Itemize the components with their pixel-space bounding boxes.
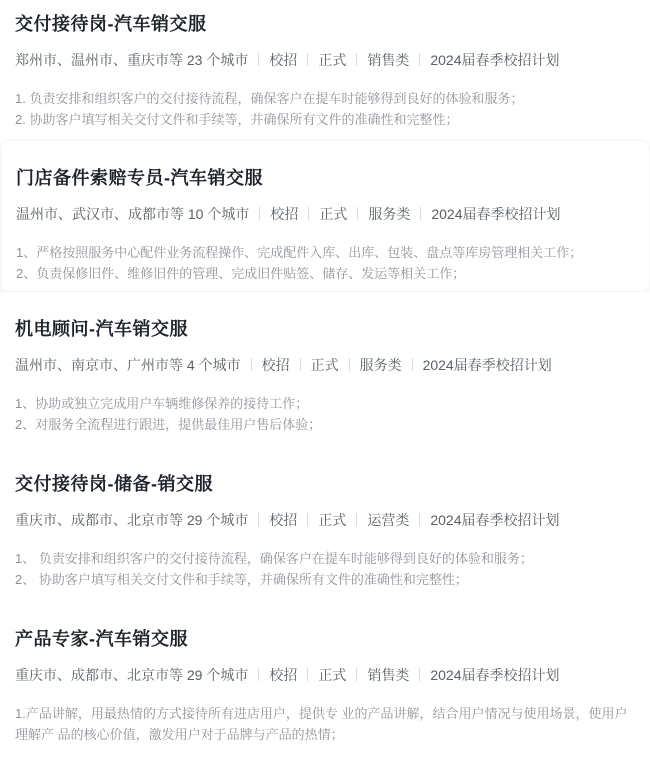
job-tag-recruit-type: 校招 <box>269 667 298 683</box>
job-meta <box>15 665 635 685</box>
job-description <box>15 393 635 435</box>
job-title[interactable]: 交付接待岗-储备-销交服 <box>15 474 213 494</box>
job-tag-category: 运营类 <box>367 512 410 528</box>
job-tag-employment-type: 正式 <box>318 667 347 683</box>
meta-separator <box>357 207 358 220</box>
meta-separator <box>258 513 259 526</box>
meta-separator <box>308 207 309 220</box>
job-tag-category: 服务类 <box>368 206 411 222</box>
job-tag-program: 2024届春季校招计划 <box>422 357 552 373</box>
meta-separator <box>356 513 357 526</box>
job-card-mechatronics-consultant[interactable] <box>0 292 650 447</box>
meta-separator <box>412 358 413 371</box>
job-tag-program: 2024届春季校招计划 <box>431 206 561 222</box>
job-description <box>15 703 635 745</box>
job-tag-recruit-type: 校招 <box>261 357 290 373</box>
job-description <box>15 548 635 590</box>
job-cities: 郑州市、温州市、重庆市等 23 个城市 <box>15 52 249 68</box>
meta-separator <box>419 668 420 681</box>
job-card-delivery-reception-reserve[interactable] <box>0 447 650 602</box>
meta-separator <box>420 207 421 220</box>
job-tag-employment-type: 正式 <box>319 206 348 222</box>
job-tag-employment-type: 正式 <box>318 512 347 528</box>
job-meta <box>15 50 635 70</box>
meta-separator <box>356 53 357 66</box>
job-desc-line: 2. 协助客户填写相关交付文件和手续等，并确保所有文件的准确性和完整性； <box>15 112 459 127</box>
job-meta <box>15 510 635 530</box>
job-card-product-expert[interactable] <box>0 602 650 757</box>
job-tag-employment-type: 正式 <box>318 52 347 68</box>
meta-separator <box>307 513 308 526</box>
job-description <box>15 88 635 130</box>
job-cities: 重庆市、成都市、北京市等 29 个城市 <box>15 512 249 528</box>
meta-separator <box>419 513 420 526</box>
job-title[interactable]: 产品专家-汽车销交服 <box>15 629 188 649</box>
job-desc-line: 2、对服务全流程进行跟进，提供最佳用户售后体验； <box>15 417 322 432</box>
job-tag-program: 2024届春季校招计划 <box>430 667 560 683</box>
meta-separator <box>307 53 308 66</box>
job-title[interactable]: 机电顾问-汽车销交服 <box>15 319 188 339</box>
meta-separator <box>251 358 252 371</box>
job-desc-line: 1、协助或独立完成用户车辆维修保养的接待工作； <box>15 396 309 411</box>
job-tag-category: 服务类 <box>359 357 402 373</box>
job-title[interactable]: 门店备件索赔专员-汽车销交服 <box>16 168 263 188</box>
job-desc-line: 1、严格按照服务中心配件业务流程操作、完成配件入库、出库、包装、盘点等库房管理相关工作； <box>16 245 583 260</box>
job-meta <box>16 204 634 224</box>
job-tag-category: 销售类 <box>367 52 410 68</box>
job-tag-recruit-type: 校招 <box>269 52 298 68</box>
job-desc-line: 1.产品讲解，用最热情的方式接待所有进店用户，提供专 业的产品讲解，结合用户情况与使用场景，使用户理解产 品的核心价值，激发用户对于品牌与产品的热情； <box>15 706 628 742</box>
job-tag-employment-type: 正式 <box>310 357 339 373</box>
job-cities: 温州市、武汉市、成都市等 10 个城市 <box>16 206 250 222</box>
job-tag-recruit-type: 校招 <box>269 512 298 528</box>
job-tag-recruit-type: 校招 <box>270 206 299 222</box>
job-tag-program: 2024届春季校招计划 <box>430 512 560 528</box>
job-description <box>16 242 634 284</box>
meta-separator <box>349 358 350 371</box>
meta-separator <box>258 53 259 66</box>
job-card-delivery-reception[interactable] <box>0 0 650 140</box>
job-title[interactable]: 交付接待岗-汽车销交服 <box>15 14 207 34</box>
meta-separator <box>259 207 260 220</box>
meta-separator <box>258 668 259 681</box>
job-tag-program: 2024届春季校招计划 <box>430 52 560 68</box>
job-meta <box>15 355 635 375</box>
job-cities: 重庆市、成都市、北京市等 29 个城市 <box>15 667 249 683</box>
job-desc-line: 2、 协助客户填写相关交付文件和手续等，并确保所有文件的准确性和完整性； <box>15 572 468 587</box>
job-card-parts-claims-specialist[interactable] <box>0 140 650 292</box>
meta-separator <box>356 668 357 681</box>
meta-separator <box>300 358 301 371</box>
job-tag-category: 销售类 <box>367 667 410 683</box>
job-desc-line: 1、 负责安排和组织客户的交付接待流程，确保客户在提车时能够得到良好的体验和服务； <box>15 551 533 566</box>
job-cities: 温州市、南京市、广州市等 4 个城市 <box>15 357 241 373</box>
meta-separator <box>419 53 420 66</box>
job-desc-line: 2、负责保修旧件、维修旧件的管理、完成旧件贴签、储存、发运等相关工作； <box>16 266 466 281</box>
job-desc-line: 1. 负责安排和组织客户的交付接待流程，确保客户在提车时能够得到良好的体验和服务； <box>15 91 524 106</box>
meta-separator <box>307 668 308 681</box>
